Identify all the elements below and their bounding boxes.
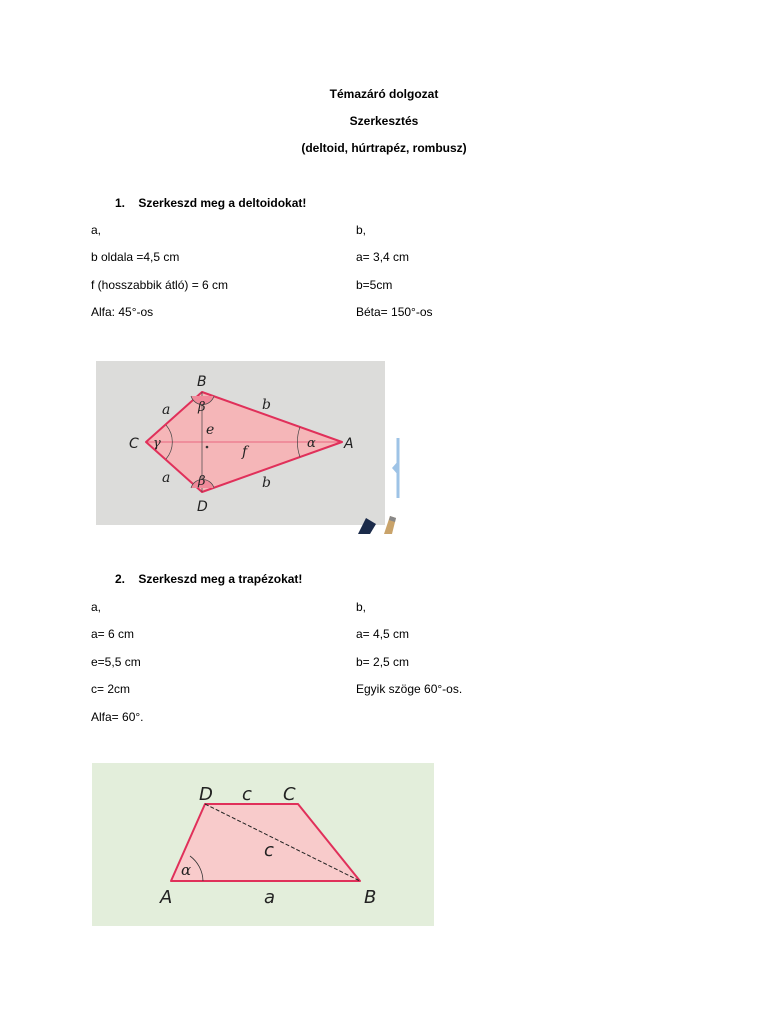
- task1-heading: 1. Szerkeszd meg a deltoidokat!: [115, 196, 307, 210]
- right-angle-dot: [206, 446, 209, 449]
- vertex-label-b: B: [197, 374, 207, 390]
- scroll-arrow-icon: [390, 432, 402, 504]
- task2-heading: 2. Szerkeszd meg a trapézokat!: [115, 572, 303, 586]
- task1-col-a-line: f (hosszabbik átló) = 6 cm: [91, 278, 229, 292]
- side-label-b-bottom: b: [262, 475, 271, 491]
- vertex-label-c: C: [283, 784, 296, 805]
- side-label-a-top: a: [162, 402, 171, 418]
- vertex-label-a: A: [160, 887, 173, 908]
- vertex-label-b: B: [364, 887, 377, 908]
- vertex-label-d: D: [197, 499, 208, 515]
- task1-col-a-label: a,: [91, 223, 102, 237]
- side-label-a: a: [264, 887, 276, 908]
- task2-col-a-line: c= 2cm: [91, 682, 131, 696]
- document-topics: (deltoid, húrtrapéz, rombusz): [301, 141, 467, 155]
- task1-col-b-label: b,: [356, 223, 367, 237]
- diagonal-label-f: f: [242, 444, 248, 460]
- document-subtitle: Szerkesztés: [349, 114, 419, 128]
- kite-figure: [96, 361, 386, 526]
- angle-label-alpha: α: [307, 436, 316, 451]
- pencil-icon: [356, 512, 400, 536]
- task1-col-b-line: Béta= 150°-os: [356, 305, 433, 319]
- vertex-label-a: A: [344, 436, 354, 452]
- angle-label-beta-top: β: [198, 400, 206, 415]
- side-label-b-top: b: [262, 397, 271, 413]
- document-title: Témazáró dolgozat: [329, 87, 439, 101]
- task2-col-a-line: e=5,5 cm: [91, 655, 141, 669]
- task2-col-b-label: b,: [356, 600, 367, 614]
- task2-col-b-line: Egyik szöge 60°-os.: [356, 682, 463, 696]
- task2-col-a-line: Alfa= 60°.: [91, 710, 144, 724]
- task2-col-b-line: b= 2,5 cm: [356, 655, 410, 669]
- task2-col-a-line: a= 6 cm: [91, 627, 135, 641]
- angle-label-beta-bottom: β: [198, 474, 206, 489]
- vertex-label-c: C: [129, 436, 139, 452]
- task2-col-b-line: a= 4,5 cm: [356, 627, 410, 641]
- diagonal-label-c: c: [264, 840, 274, 861]
- trapezoid-figure: [92, 763, 435, 927]
- task2-col-a-label: a,: [91, 600, 102, 614]
- task1-col-b-line: a= 3,4 cm: [356, 250, 410, 264]
- diagonal-label-e: e: [206, 422, 215, 438]
- side-label-a-bottom: a: [162, 470, 171, 486]
- vertex-label-d: D: [199, 784, 213, 805]
- task1-col-b-line: b=5cm: [356, 278, 393, 292]
- task1-col-a-line: Alfa: 45°-os: [91, 305, 154, 319]
- angle-label-alpha: α: [181, 861, 192, 879]
- task1-col-a-line: b oldala =4,5 cm: [91, 250, 180, 264]
- angle-label-gamma: γ: [153, 436, 161, 451]
- side-label-c: c: [242, 784, 252, 805]
